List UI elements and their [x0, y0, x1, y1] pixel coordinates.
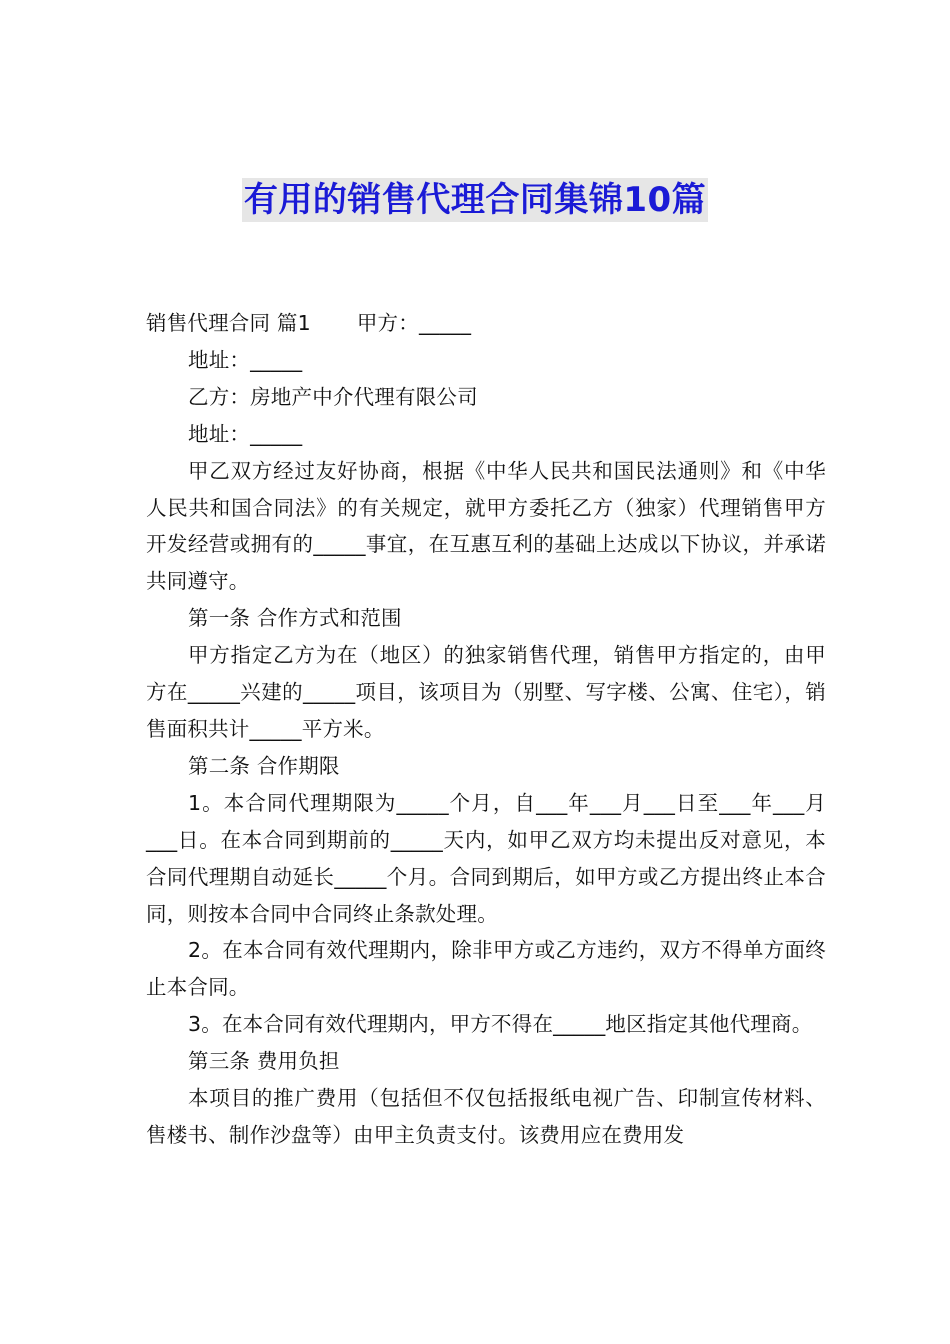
article-2-clause-2: 2。在本合同有效代理期内，除非甲方或乙方违约，双方不得单方面终止本合同。	[146, 938, 826, 1000]
title-container	[0, 178, 950, 222]
article-1-body: 甲方指定乙方为在（地区）的独家销售代理，销售甲方指定的，由甲方在_____兴建的_____项目，该项目为（别墅、写字楼、公寓、住宅），销售面积共计_____平方米。	[146, 643, 826, 741]
preamble-paragraph: 甲乙双方经过友好协商，根据《中华人民共和国民法通则》和《中华人民共和国合同法》的有关规定，就甲方委托乙方（独家）代理销售甲方开发经营或拥有的_____事宜，在互惠互利的基础上达成以下协议，并承诺共同遵守。	[146, 458, 826, 594]
party-b-address: 地址：_____	[188, 421, 303, 446]
article-2-heading: 第二条 合作期限	[188, 753, 340, 778]
article-2-clause-3: 3。在本合同有效代理期内，甲方不得在_____地区指定其他代理商。	[188, 1012, 813, 1037]
article-3-body: 本项目的推广费用（包括但不仅包括报纸电视广告、印制宣传材料、售楼书、制作沙盘等）由甲主负责支付。该费用应在费用发	[146, 1086, 826, 1147]
contract-heading: 销售代理合同 篇1	[146, 311, 311, 335]
article-2-clause-1: 1。本合同代理期限为_____个月，自___年___月___日至___年___月___日。在本合同到期前的_____天内，如甲乙双方均未提出反对意见，本合同代理期自动延长_____个月。合同到期后，如甲方或乙方提出终止本合同，则按本合同中合同终止条款处理。	[146, 790, 826, 926]
article-3-heading: 第三条 费用负担	[188, 1049, 340, 1074]
contract-heading-line	[146, 305, 826, 342]
document-body	[146, 305, 826, 1154]
party-a-address: 地址：_____	[188, 347, 303, 372]
article-1-heading: 第一条 合作方式和范围	[188, 606, 402, 631]
party-a-label: 甲方：_____	[356, 311, 472, 335]
document-title: 有用的销售代理合同集锦10篇	[243, 180, 707, 220]
party-b: 乙方：房地产中介代理有限公司	[188, 384, 478, 409]
